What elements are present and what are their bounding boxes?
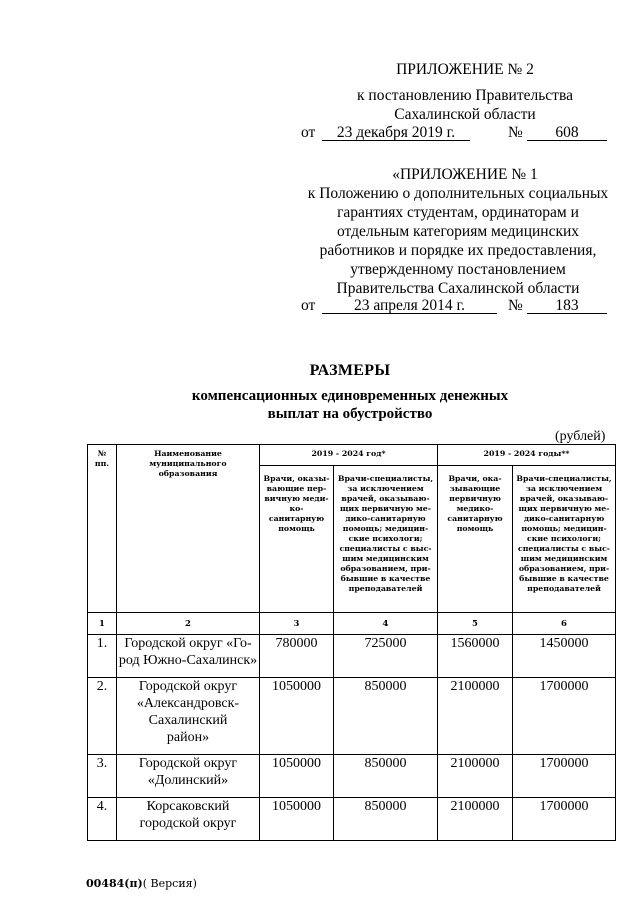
row-col5: 1560000: [438, 635, 513, 678]
col-number: 6: [513, 613, 616, 635]
row-col4: 850000: [334, 678, 438, 755]
appendix1-title: «ПРИЛОЖЕНИЕ № 1: [392, 166, 538, 183]
appendix2-line2: Сахалинской области: [394, 106, 536, 123]
footer-code: 00484(п): [86, 877, 143, 890]
footer: [86, 877, 197, 890]
appendix2-no-label: №: [508, 124, 523, 141]
appendix2-title: ПРИЛОЖЕНИЕ № 2: [396, 61, 534, 78]
appendix1-line: утвержденному постановлением: [350, 261, 566, 278]
header-col5: Врачи, ока- зывающие первичную медико- санитарную помощь: [447, 474, 503, 533]
appendix1-line: отдельным категориям медицинских: [336, 223, 580, 240]
appendix1-number-underline: [527, 313, 607, 314]
table-row: [88, 678, 616, 755]
document-subheading-line2: выплат на обустройство: [267, 406, 433, 422]
unit-label: (рублей): [555, 429, 606, 444]
row-col6: 1700000: [513, 798, 616, 841]
appendix1-number: 183: [555, 297, 579, 314]
header-col4: Врачи-специалисты, за исключением врачей, оказываю- щих первичную ме- дико-санитарную помощь; медицин- ские психологи; специалисты с выс- шим медицинским образованием, при- бывшие в качестве преподавателей: [337, 474, 434, 593]
row-no: 3.: [88, 755, 117, 798]
header-period-2: 2019 - 2024 годы**: [483, 449, 570, 458]
row-no: 4.: [88, 798, 117, 841]
appendix2-number: 608: [555, 124, 579, 141]
appendix1-line: работников и порядке их предоставления,: [319, 242, 597, 259]
appendix1-no-label: №: [508, 297, 523, 314]
row-col6: 1700000: [513, 755, 616, 798]
appendix2-number-underline: [527, 140, 607, 141]
col-number: 5: [438, 613, 513, 635]
appendix1-from-label: от: [301, 297, 316, 314]
col-number: 3: [260, 613, 334, 635]
row-no: 2.: [88, 678, 117, 755]
appendix2-date: 23 декабря 2019 г.: [336, 124, 456, 141]
table-header-row: [88, 445, 616, 466]
row-no: 1.: [88, 635, 117, 678]
header-col3: Врачи, оказы- вающие пер- вичную меди- ко- санитарную помощь: [263, 474, 330, 533]
appendix1-date-underline: [322, 313, 497, 314]
row-col3: 1050000: [260, 678, 334, 755]
payments-table: [87, 444, 616, 841]
row-col5: 2100000: [438, 798, 513, 841]
row-col3: 1050000: [260, 798, 334, 841]
row-municipality: Городской округ «Го- род Южно-Сахалинск»: [117, 635, 260, 678]
col-number: 1: [88, 613, 117, 635]
col-number: 2: [117, 613, 260, 635]
header-no: № пп.: [94, 449, 110, 468]
header-name: Наименование муниципального образования: [149, 449, 227, 478]
appendix2-from-label: от: [301, 124, 316, 141]
row-col4: 725000: [334, 635, 438, 678]
table-row: [88, 635, 616, 678]
table-row: [88, 755, 616, 798]
row-municipality: Городской округ «Александровск- Сахалинский район»: [117, 678, 260, 755]
row-col6: 1450000: [513, 635, 616, 678]
header-col6: Врачи-специалисты, за исключением врачей, оказываю- щих первичную ме- дико-санитарную помощь; медицин- ские психологи; специалисты с выс- шим медицинским образованием, при- бывшие в качестве преподавателей: [516, 474, 612, 593]
document-heading: РАЗМЕРЫ: [309, 362, 391, 379]
row-col6: 1700000: [513, 678, 616, 755]
appendix1-line: к Положению о дополнительных социальных: [307, 185, 609, 202]
table-row: [88, 798, 616, 841]
row-col3: 780000: [260, 635, 334, 678]
row-col5: 2100000: [438, 678, 513, 755]
row-municipality: Корсаковский городской округ: [117, 798, 260, 841]
appendix1-line: гарантиях студентам, ординаторам и: [337, 204, 579, 221]
row-col5: 2100000: [438, 755, 513, 798]
appendix2-date-underline: [322, 140, 470, 141]
row-municipality: Городской округ «Долинский»: [117, 755, 260, 798]
row-col3: 1050000: [260, 755, 334, 798]
appendix2-line1: к постановлению Правительства: [357, 87, 573, 104]
document-subheading-line1: компенсационных единовременных денежных: [191, 388, 509, 404]
row-col4: 850000: [334, 755, 438, 798]
footer-version: ( Версия): [142, 877, 197, 890]
header-period-1: 2019 - 2024 год*: [311, 449, 386, 458]
column-number-row: [88, 613, 616, 635]
row-col4: 850000: [334, 798, 438, 841]
appendix1-line: Правительства Сахалинской области: [336, 280, 580, 297]
col-number: 4: [334, 613, 438, 635]
appendix1-date: 23 апреля 2014 г.: [353, 297, 466, 314]
